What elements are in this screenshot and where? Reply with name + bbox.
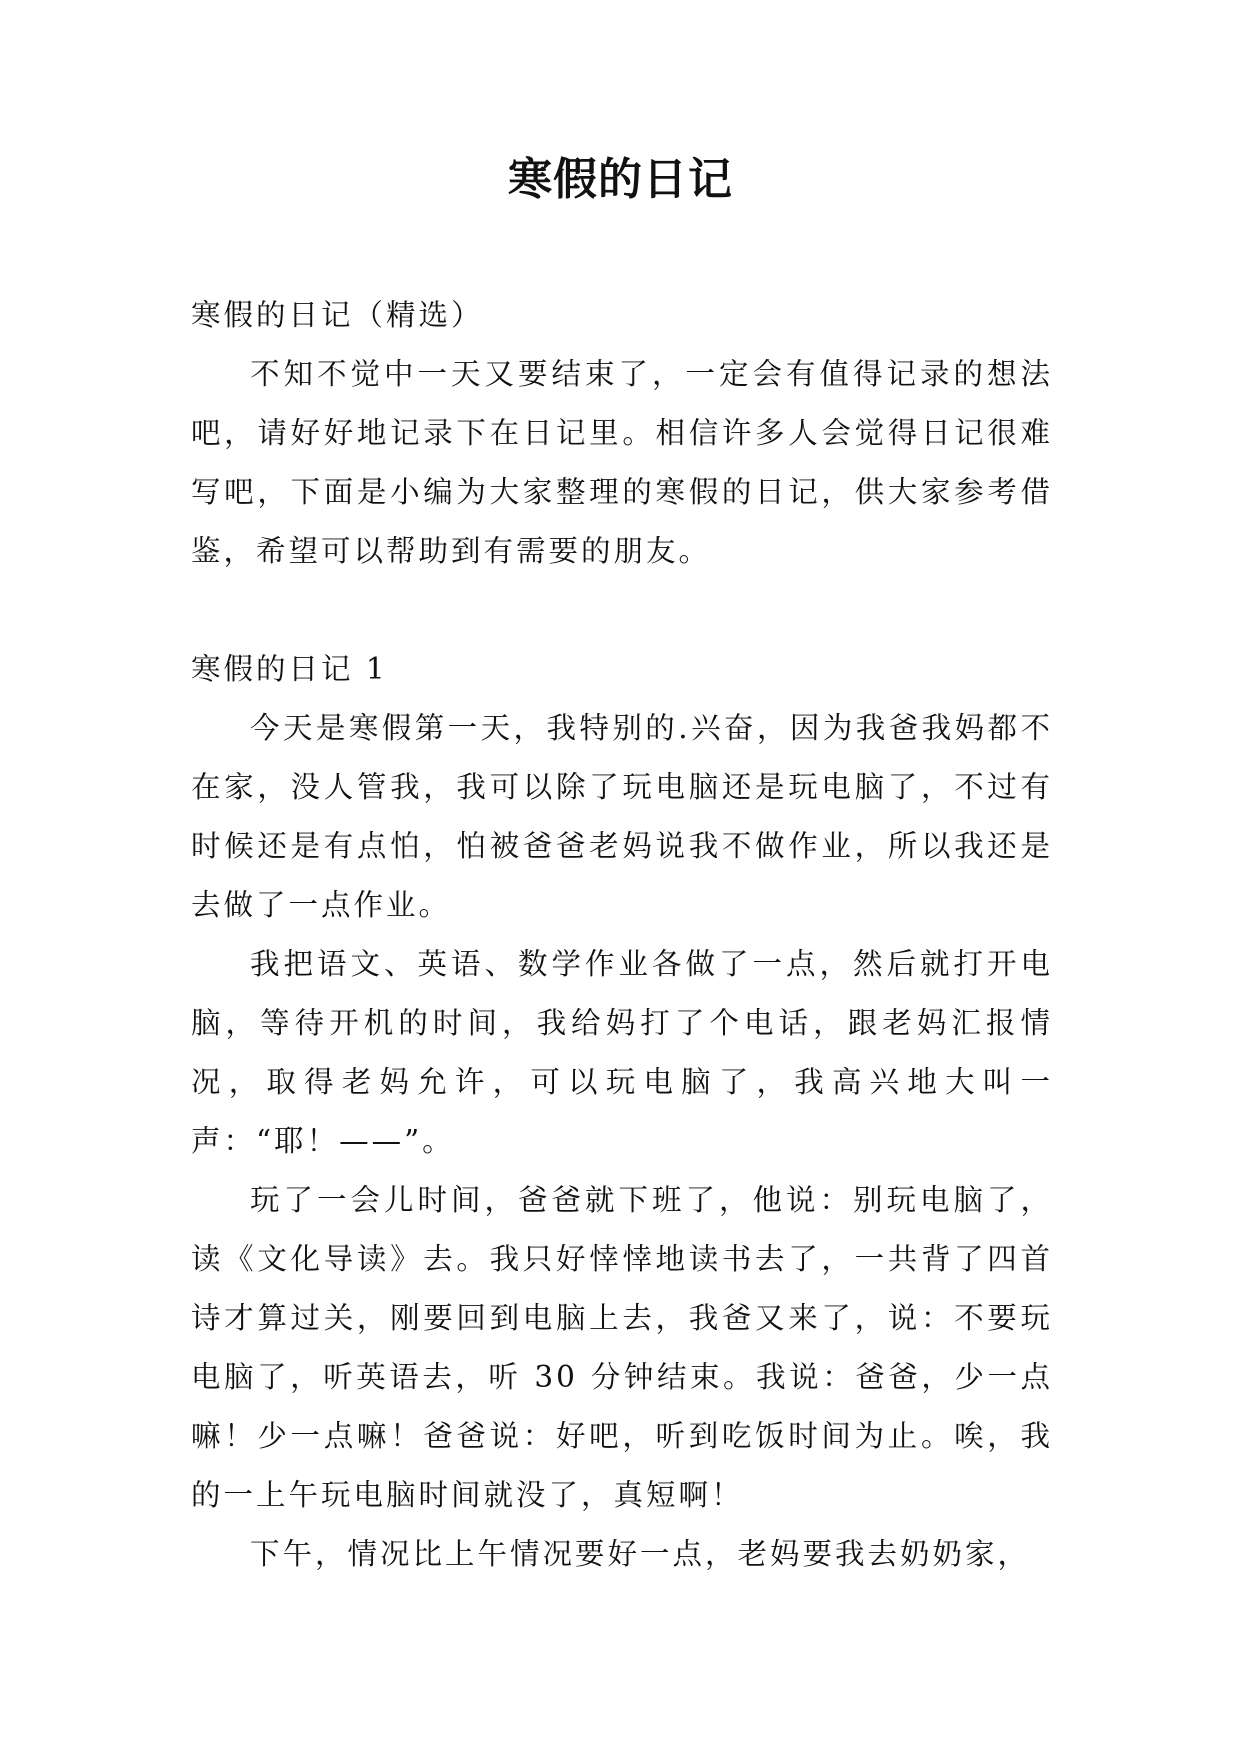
document-title: 寒假的日记 bbox=[508, 154, 733, 205]
section-paragraph: 我把语文、英语、数学作业各做了一点，然后就打开电脑，等待开机的时间，我给妈打了个电话，跟老妈汇报情况，取得老妈允许，可以玩电脑了，我高兴地大叫一声：“耶！——”。 bbox=[191, 947, 1053, 1158]
section-paragraph: 下午，情况比上午情况要好一点，老妈要我去奶奶家， bbox=[250, 1537, 1031, 1571]
section-paragraph: 玩了一会儿时间，爸爸就下班了，他说：别玩电脑了，读《文化导读》去。我只好悻悻地读书去了，一共背了四首诗才算过关，刚要回到电脑上去，我爸又来了，说：不要玩电脑了，听英语去，听 30 分钟结束。我说：爸爸，少一点嘛！少一点嘛！爸爸说：好吧，听到吃饭时间为止。唉，我的一上午玩电脑时间就没了，真短啊！ bbox=[191, 1183, 1053, 1512]
section-spacer bbox=[191, 581, 1053, 640]
document-body bbox=[191, 286, 1053, 1584]
section-heading: 寒假的日记 1 bbox=[191, 652, 388, 686]
intro-heading: 寒假的日记（精选） bbox=[191, 298, 484, 332]
section-paragraph: 今天是寒假第一天，我特别的.兴奋，因为我爸我妈都不在家，没人管我，我可以除了玩电脑还是玩电脑了，不过有时候还是有点怕，怕被爸爸老妈说我不做作业，所以我还是去做了一点作业。 bbox=[191, 711, 1053, 922]
intro-paragraph: 不知不觉中一天又要结束了，一定会有值得记录的想法吧，请好好地记录下在日记里。相信许多人会觉得日记很难写吧，下面是小编为大家整理的寒假的日记，供大家参考借鉴，希望可以帮助到有需要的朋友。 bbox=[191, 357, 1053, 568]
